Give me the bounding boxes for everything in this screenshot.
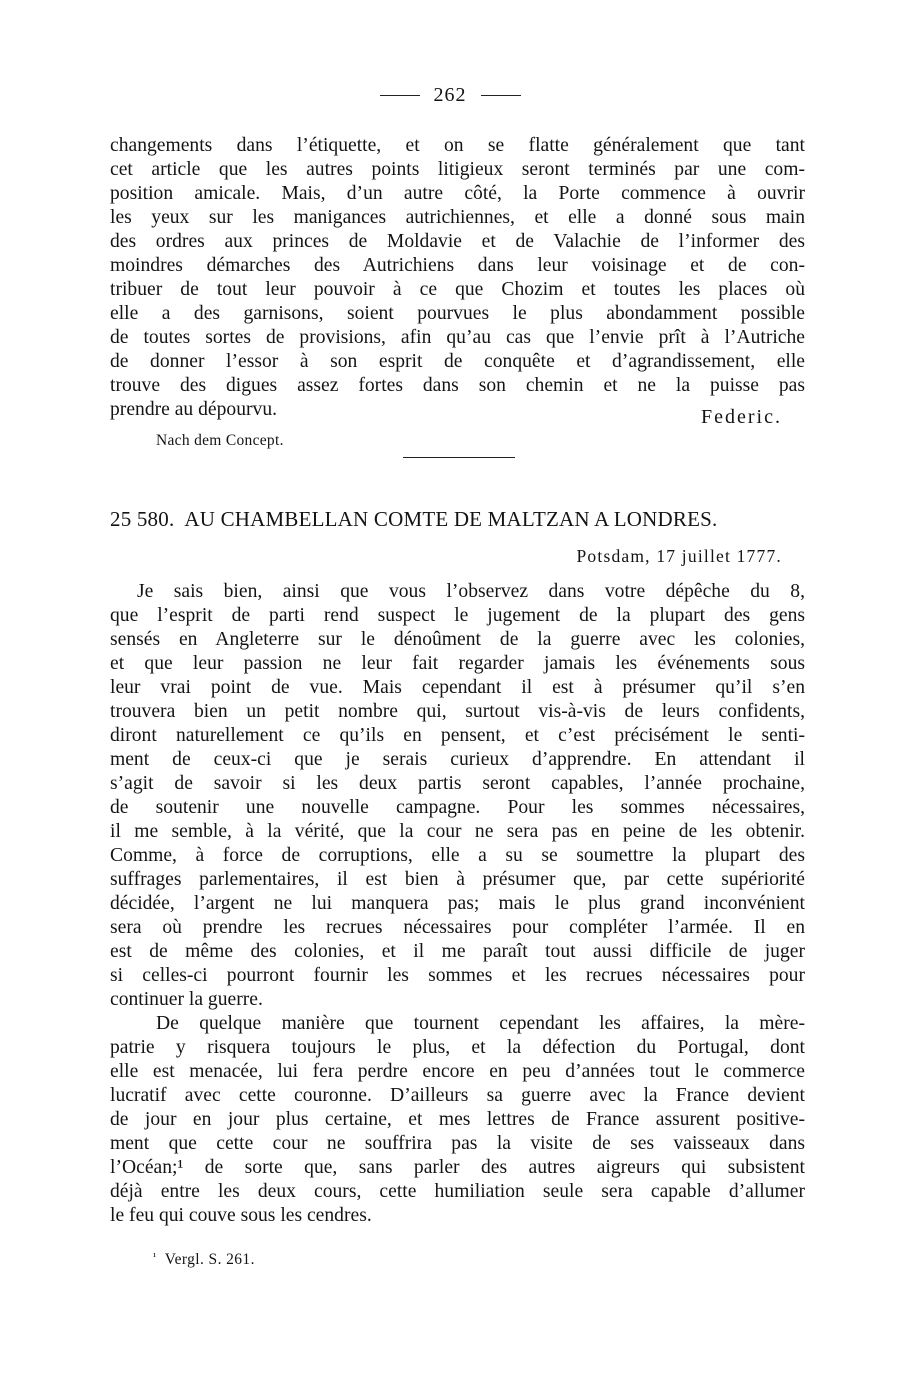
text-line: sera où prendre les recrues nécessaires pour compléter l’armée. Il en: [110, 917, 805, 938]
text-line: lucratif avec cette couronne. D’ailleurs sa guerre avec la France devient: [110, 1085, 805, 1106]
text-line: ment de ceux-ci que je serais curieux d’apprendre. En attendant il: [110, 749, 805, 770]
text-line: et que leur passion ne leur fait regarder jamais les événements sous: [110, 653, 805, 674]
text-line: position amicale. Mais, d’un autre côté, la Porte commence à ouvrir: [110, 183, 805, 204]
text-line: est de même des colonies, et il me paraît tout aussi difficile de juger: [110, 941, 805, 962]
text-line: trouve des digues assez fortes dans son chemin et ne la puisse pas: [110, 375, 805, 396]
page-number: 262: [433, 84, 467, 106]
text-line: Comme, à force de corruptions, elle a su se soumettre la plupart des: [110, 845, 805, 866]
text-line: si celles-ci pourront fournir les sommes et les recrues nécessaires pour: [110, 965, 805, 986]
text-line: prendre au dépourvu.: [110, 399, 278, 420]
text-line: décidée, l’argent ne lui manquera pas; mais le plus grand inconvénient: [110, 893, 805, 914]
dateline: Potsdam, 17 juillet 1777.: [576, 546, 782, 566]
text-line: cet article que les autres points litigieux seront terminés par une com-: [110, 159, 805, 180]
letter-heading: [110, 507, 805, 532]
text-line: de donner l’essor à son esprit de conquête et d’agrandissement, elle: [110, 351, 805, 372]
text-line: l’Océan;¹ de sorte que, sans parler des autres aigreurs qui subsistent: [110, 1157, 805, 1178]
text-line: de soutenir une nouvelle campagne. Pour les sommes nécessaires,: [110, 797, 805, 818]
letter1-text: [110, 134, 805, 422]
text-line: le feu qui couve sous les cendres.: [110, 1205, 372, 1226]
text-line: de toutes sortes de provisions, afin qu’au cas que l’envie prît à l’Autriche: [110, 327, 805, 348]
text-line: elle a des garnisons, soient pourvues le plus abondamment possible: [110, 303, 805, 324]
footnote-marker: ¹: [153, 1251, 157, 1263]
text-line: moindres démarches des Autrichiens dans leur voisinage et de con-: [110, 255, 805, 276]
letter-number: 25 580.: [110, 507, 175, 531]
letter2-paragraph-1: [110, 580, 805, 1012]
text-line: Je sais bien, ainsi que vous l’observez dans votre dépêche du 8,: [137, 581, 805, 602]
text-line: leur vrai point de vue. Mais cependant il est à présumer qu’il s’en: [110, 677, 805, 698]
running-head: [0, 84, 900, 107]
text-line: s’agit de savoir si les deux partis seront capables, l’année prochaine,: [110, 773, 805, 794]
text-line: des ordres aux princes de Moldavie et de Valachie de l’informer des: [110, 231, 805, 252]
text-line: sensés en Angleterre sur le dénoûment de la guerre avec les colonies,: [110, 629, 805, 650]
letter2-paragraph-2: [110, 1012, 805, 1228]
text-line: diront naturellement ce qu’ils en pensent, et c’est précisément le senti-: [110, 725, 805, 746]
letter-title: AU CHAMBELLAN COMTE DE MALTZAN A LONDRES.: [184, 507, 718, 531]
text-line: les yeux sur les manigances autrichiennes, et elle a donné sous main: [110, 207, 805, 228]
text-line: elle est menacée, lui fera perdre encore en peu d’années tout le commerce: [110, 1061, 805, 1082]
header-rule-left: [380, 95, 420, 96]
text-line: trouvera bien un petit nombre qui, surtout vis-à-vis de leurs confidents,: [110, 701, 805, 722]
text-line: il me semble, à la vérité, que la cour ne sera pas en peine de les obtenir.: [110, 821, 805, 842]
header-rule-right: [481, 95, 521, 96]
text-line: continuer la guerre.: [110, 989, 263, 1010]
text-line: tribuer de tout leur pouvoir à ce que Chozim et toutes les places où: [110, 279, 805, 300]
text-line: ment que cette cour ne souffrira pas la visite de ses vaisseaux dans: [110, 1133, 805, 1154]
signature: Federic.: [701, 406, 782, 428]
footnote: [153, 1251, 255, 1269]
source-note: Nach dem Concept.: [156, 432, 284, 449]
text-line: de jour en jour plus certaine, et mes lettres de France assurent positive-: [110, 1109, 805, 1130]
text-line: patrie y risquera toujours le plus, et la défection du Portugal, dont: [110, 1037, 805, 1058]
text-line: De quelque manière que tournent cependant les affaires, la mère-: [156, 1013, 805, 1034]
footnote-text: Vergl. S. 261.: [164, 1251, 255, 1268]
text-line: que l’esprit de parti rend suspect le jugement de la plupart des gens: [110, 605, 805, 626]
text-line: déjà entre les deux cours, cette humiliation seule sera capable d’allumer: [110, 1181, 805, 1202]
text-line: changements dans l’étiquette, et on se flatte généralement que tant: [110, 135, 805, 156]
text-line: suffrages parlementaires, il est bien à présumer que, par cette supériorité: [110, 869, 805, 890]
section-divider: [403, 457, 515, 458]
